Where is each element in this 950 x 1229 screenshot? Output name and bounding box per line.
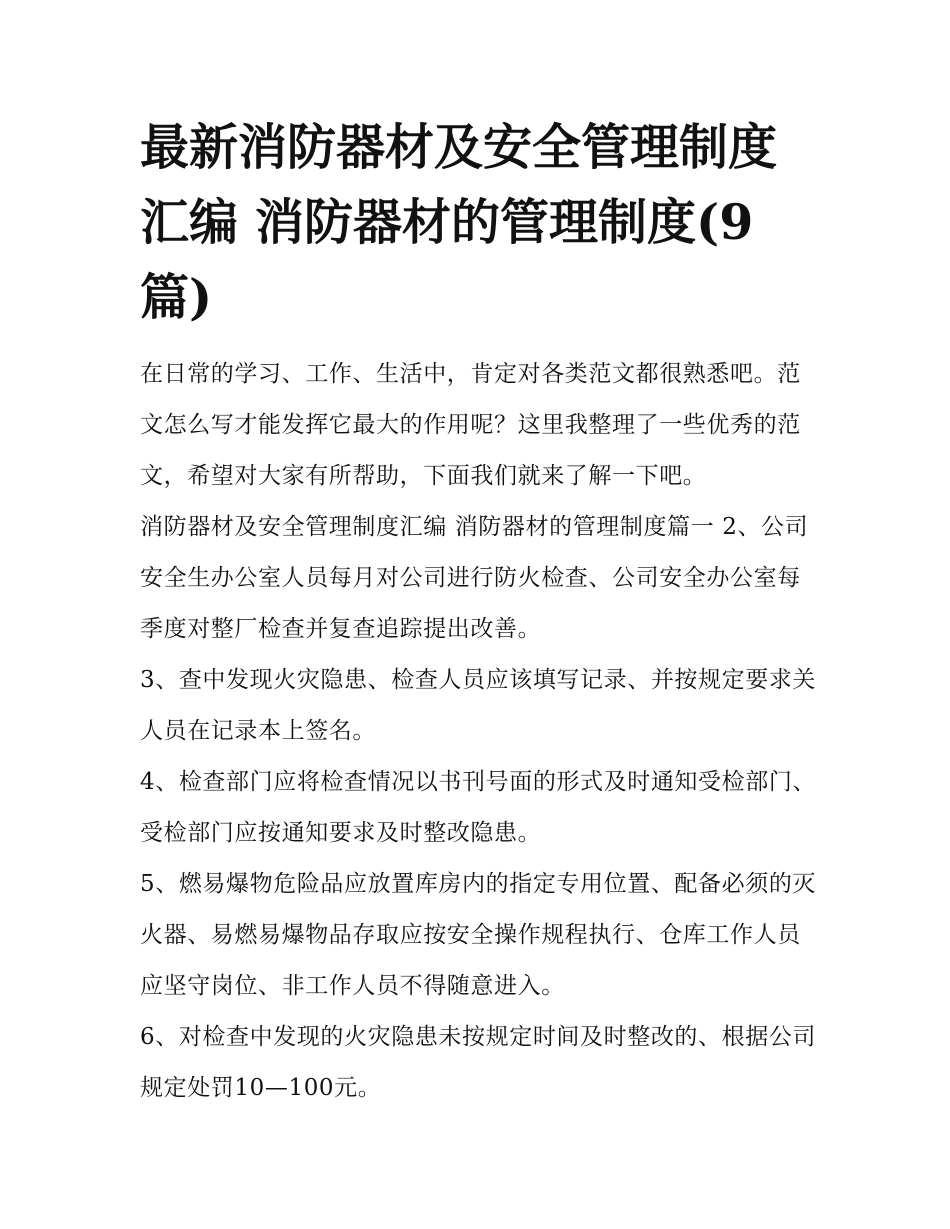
document-title: 最新消防器材及安全管理制度汇编 消防器材的管理制度(9篇): [140, 118, 778, 326]
paragraph-item-5: 5、燃易爆物危险品应放置库房内的指定专用位置、配备必须的灭火器、易燃易爆物品存取应按安全操作规程执行、仓库工作人员应坚守岗位、非工作人员不得随意进入。: [140, 871, 817, 999]
document-body: [140, 349, 820, 1114]
document-content: [140, 110, 820, 1114]
paragraph-item-6: 6、对检查中发现的火灾隐患未按规定时间及时整改的、根据公司规定处罚10—100元。: [140, 1024, 817, 1101]
paragraph-item-4: 4、检查部门应将检查情况以书刊号面的形式及时通知受检部门、受检部门应按通知要求及时整改隐患。: [140, 769, 817, 846]
paragraph-item-2: 消防器材及安全管理制度汇编 消防器材的管理制度篇一 2、公司安全生办公室人员每月对公司进行防火检查、公司安全办公室每季度对整厂检查并复查追踪提出改善。: [140, 514, 809, 642]
paragraph-intro: 在日常的学习、工作、生活中，肯定对各类范文都很熟悉吧。范文怎么写才能发挥它最大的作用呢？这里我整理了一些优秀的范文，希望对大家有所帮助，下面我们就来了解一下吧。: [140, 361, 801, 489]
paragraph-item-3: 3、查中发现火灾隐患、检查人员应该填写记录、并按规定要求关人员在记录本上签名。: [140, 667, 817, 744]
